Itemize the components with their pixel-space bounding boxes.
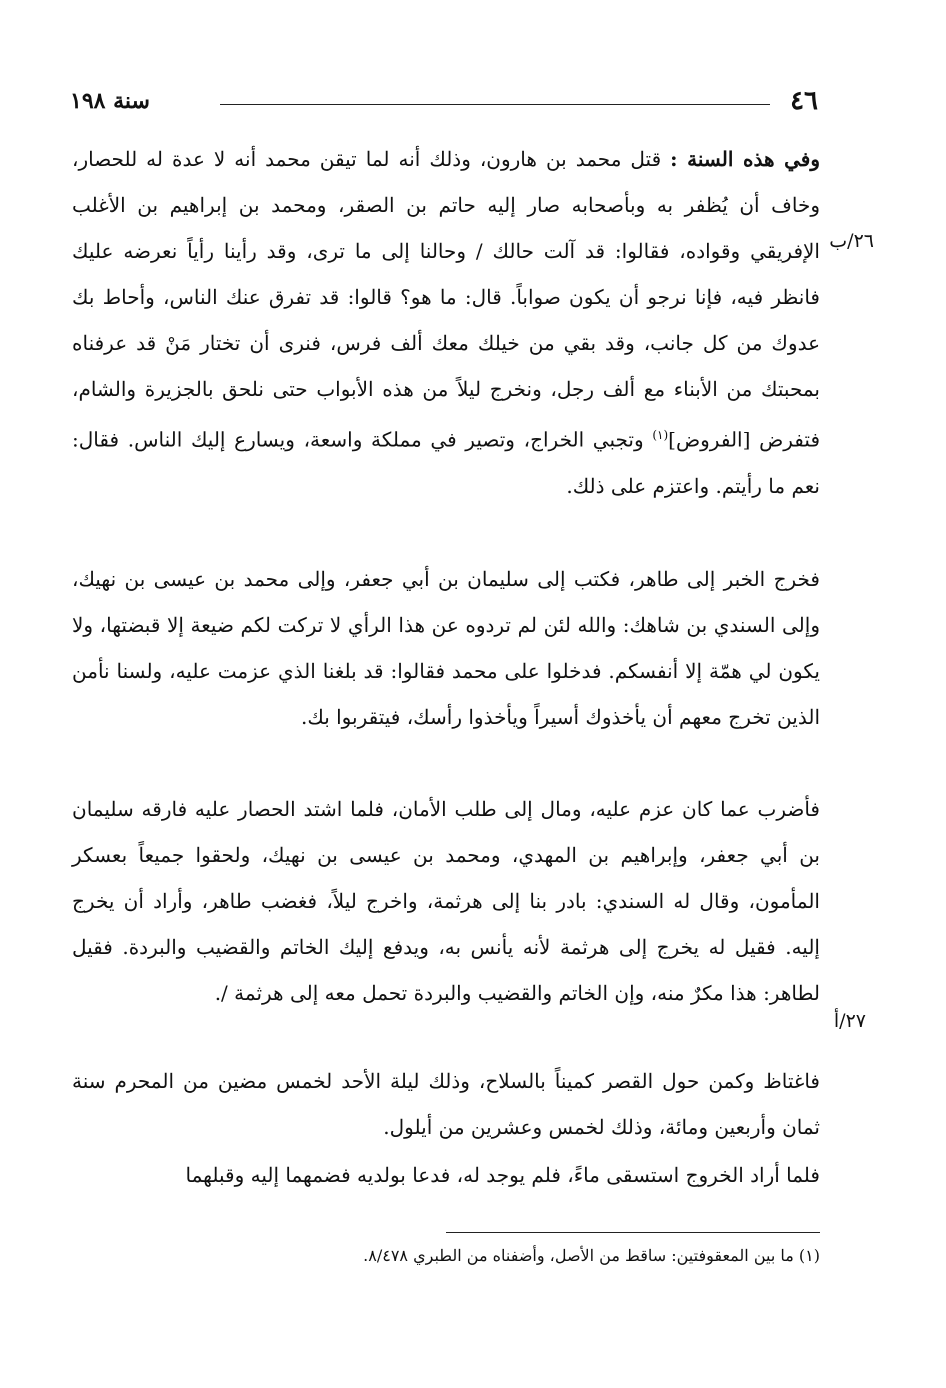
page-header: [70, 84, 818, 120]
paragraph-text: فخرج الخبر إلى طاهر، فكتب إلى سليمان بن أبي جعفر، وإلى محمد بن عيسى بن نهيك، وإلى السندي بن شاهك: والله لئن لم تردوه عن هذا الرأي لا تركت لكم ضيعة إلا قبضتها، ولا يكون لي همّة إلا أنفسكم. فدخلوا على محمد فقالوا: قد بلغنا الذي عزمت عليه، ولسنا نأمن الذين تخرج معهم أن يأخذوك أسيراً ويأخذوا رأسك، فيتقربوا بك.: [72, 567, 820, 729]
paragraph-3: [72, 786, 820, 1016]
manuscript-folio-note: ٢٦/ب: [829, 230, 874, 252]
paragraph-text: فاغتاظ وكمن حول القصر كميناً بالسلاح، وذلك ليلة الأحد لخمس مضين من المحرم سنة ثمان وأربعين ومائة، وذلك لخمس وعشرين من أيلول.: [72, 1069, 820, 1139]
paragraph-1: [72, 136, 820, 509]
footnote-rule: [446, 1232, 820, 1233]
paragraph-text: فأضرب عما كان عزم عليه، ومال إلى طلب الأمان، فلما اشتد الحصار عليه فارقه سليمان بن أبي جعفر، وإبراهيم بن المهدي، ومحمد بن عيسى بن نهيك، ولحقوا جميعاً بعسكر المأمون، وقال له السندي: بادر بنا إلى هرثمة، واخرج ليلاً، فغضب طاهر، وأراد أن يخرج إليه. فقيل له يخرج إلى هرثمة لأنه يأنس به، ويدفع إليك الخاتم والقضيب والبردة. فقيل لطاهر: هذا مكرٌ منه، وإن الخاتم والقضيب والبردة تحمل معه إلى هرثمة /.: [72, 797, 820, 1005]
paragraph-4: [72, 1058, 820, 1150]
paragraph-2: [72, 556, 820, 740]
paragraph-text: قتل محمد بن هارون، وذلك أنه لما تيقن محمد أنه لا عدة له للحصار، وخاف أن يُظفر به وبأصحابه صار إليه حاتم بن الصقر، ومحمد بن إبراهيم بن الأغلب الإفريقي وقواده، فقالوا: قد آلت حالك / وحالنا إلى ما ترى، وقد رأينا رأياً نعرضه عليك فانظر فيه، فإنا نرجو أن يكون صواباً. قال: ما هو؟ قالوا: قد تفرق عنك الناس، وأحاط بك عدوك من كل جانب، وقد بقي من خيلك معك ألف فرس، فنرى أن تختار مَنْ قد عرفناه بمحبتك من الأبناء مع ألف رجل، ونخرج ليلاً من هذه الأبواب حتى نلحق بالجزيرة والشام، فتفرض [الفروض]: [72, 147, 821, 452]
manuscript-folio-note: ٢٧/أ: [833, 1010, 866, 1032]
paragraph-5: [72, 1152, 820, 1198]
paragraph-lead: وفي هذه السنة :: [670, 147, 821, 171]
paragraph-text-tail: وتجبي الخراج، وتصير في مملكة واسعة، ويسارع إليك الناس. فقال: نعم ما رأيتم. واعتزم على ذلك.: [72, 427, 820, 498]
footnote-marker: (١): [652, 428, 669, 442]
paragraph-text: فلما أراد الخروج استسقى ماءً، فلم يوجد له، فدعا بولديه فضمهما إليه وقبلهما: [185, 1163, 820, 1187]
footnote: (١) ما بين المعقوفتين: ساقط من الأصل، وأضفناه من الطبري ٨/٤٧٨.: [363, 1246, 820, 1265]
page-number: ٤٦: [790, 86, 818, 116]
header-rule: [220, 104, 770, 105]
running-title: سنة ١٩٨: [70, 88, 150, 114]
